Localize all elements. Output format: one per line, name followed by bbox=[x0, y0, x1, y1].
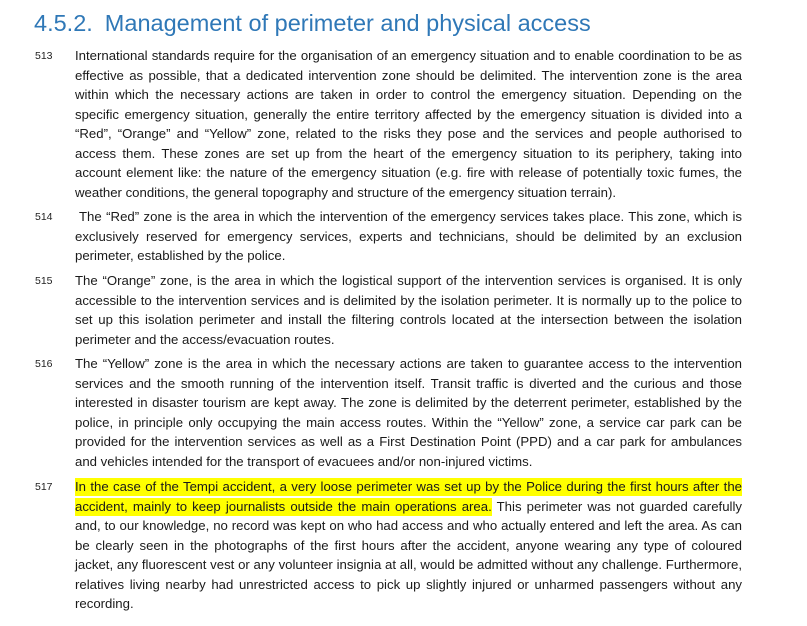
section-title: Management of perimeter and physical access bbox=[104, 10, 591, 36]
paragraph-number: 513 bbox=[35, 50, 53, 62]
paragraph-text bbox=[75, 207, 742, 266]
paragraph-text bbox=[75, 477, 742, 614]
section-number: 4.5.2. bbox=[34, 10, 93, 36]
paragraph-number: 515 bbox=[35, 275, 53, 287]
highlighted-text: In the case of the Tempi accident, a very loose perimeter was set up by the Police during the first hours after the accident, mainly to keep journalists outside the main operations area. bbox=[75, 479, 742, 514]
paragraph-text-content: The “Red” zone is the area in which the intervention of the emergency services takes place. This zone, which is exclusively reserved for emergency services, experts and technicians, should be delimited by an exclusion perimeter, established by the police. bbox=[75, 209, 742, 263]
paragraph-text-remainder: This perimeter was not guarded carefully and, to our knowledge, no record was kept on who had access and who actually entered and left the area. As can be clearly seen in the photographs of the first hours after the accident, anyone wearing any type of coloured jacket, any fluorescent vest or any volunteer insignia at all, would be admitted without any challenge. Furthermore, relatives living nearby had unrestricted access to pick up slightly injured or unharmed passengers without any recording. bbox=[75, 498, 742, 611]
paragraph-number: 516 bbox=[35, 358, 53, 370]
paragraph-text: International standards require for the organisation of an emergency situation and to enable coordination to be as effective as possible, that a dedicated intervention zone should be delimited. The intervention zone is the area within which the necessary actions are taken in order to control the emergency situation. Depending on the specific emergency situation, generally the entire territory affected by the emergency situation is divided into a “Red”, “Orange” and “Yellow” zone, related to the risks they pose and the services and people authorised to access them. These zones are set up from the heart of the emergency situation to its periphery, taking into account element like: the nature of the emergency situation (e.g. fire with release of potentially toxic fumes, the weather conditions, the general topography and structure of the emergency situation terrain). bbox=[75, 48, 742, 200]
paragraph-text: The “Yellow” zone is the area in which the necessary actions are taken to guarantee access to the intervention services and the smooth running of the intervention itself. Transit traffic is diverted and the curious and those interested in disaster tourism are kept away. The zone is delimited by the deterrent perimeter, established by the police, in principle only occupying the main access routes. Within the “Yellow” zone, a service car park can be provided for the intervention services as well as a First Destination Point (PPD) and a car park for ambulances and vehicles intended for the transport of evacuees and/or non-injured victims. bbox=[75, 356, 742, 469]
paragraph-number: 514 bbox=[35, 211, 53, 223]
section-heading bbox=[34, 8, 591, 38]
paragraph-text: The “Orange” zone, is the area in which the logistical support of the intervention services is organised. It is only accessible to the intervention services and is delimited by the isolation perimeter. It is normally up to the police to set up this isolation perimeter and install the filtering controls located at the intersection between the isolation perimeter and the access/evacuation routes. bbox=[75, 273, 742, 347]
paragraph-number: 517 bbox=[35, 481, 53, 493]
